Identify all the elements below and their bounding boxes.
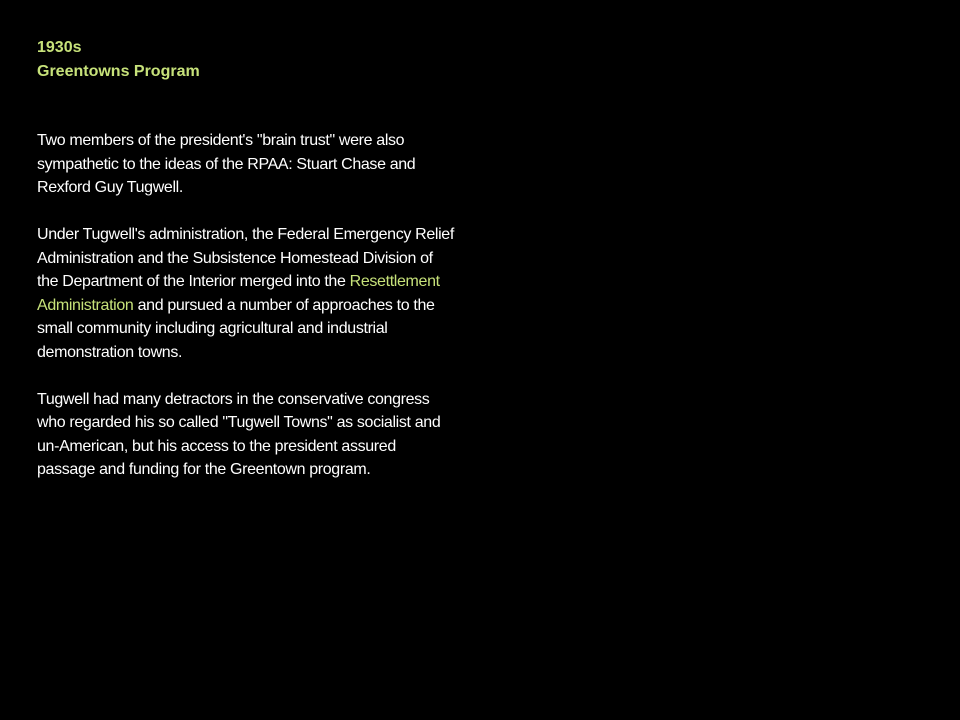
- resettlement-administration-link: Resettlement Administration: [37, 273, 440, 314]
- paragraph-resettlement-start: Under Tugwell's administration, the Federal Emergency Relief Administration and the Subsistence Homestead Division of the Department of the Interior merged into the: [37, 226, 454, 290]
- slide-content: [37, 36, 457, 505]
- program-heading: Greentowns Program: [37, 62, 200, 80]
- heading-block: [37, 36, 457, 83]
- paragraph-detractors: Tugwell had many detractors in the conservative congress who regarded his so called "Tugwell Towns" as socialist and un-American, but his access to the president assured passage and funding for the Greentown program.: [37, 390, 441, 478]
- decade-heading: 1930s: [37, 39, 82, 56]
- paragraph-resettlement: [37, 223, 457, 364]
- paragraph-resettlement-end: and pursued a number of approaches to the small community including agricultural and industrial demonstration towns.: [37, 296, 435, 361]
- paragraph-brain-trust: Two members of the president's "brain trust" were also sympathetic to the ideas of the RPAA: Stuart Chase and Rexford Guy Tugwell.: [37, 132, 416, 196]
